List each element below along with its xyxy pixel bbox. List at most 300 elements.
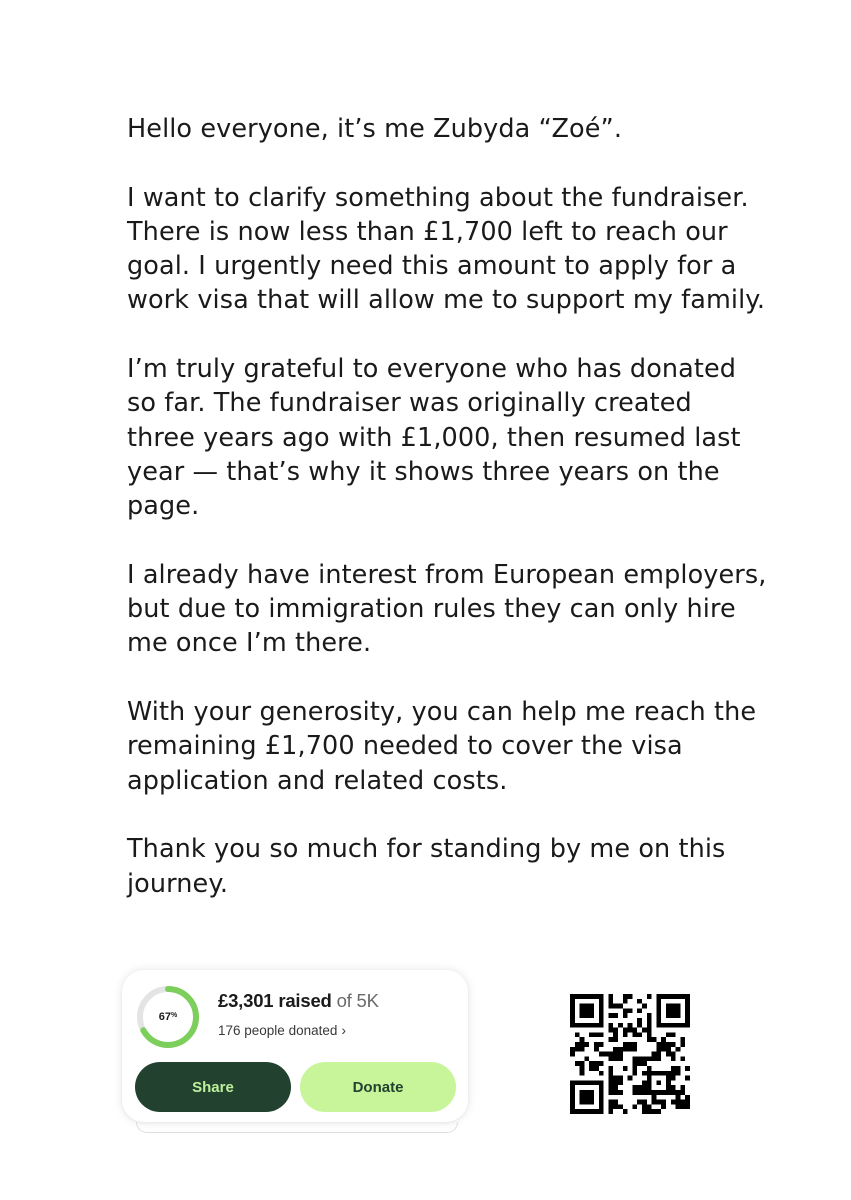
qr-module	[580, 1023, 585, 1028]
qr-module	[589, 1004, 594, 1009]
qr-module	[580, 994, 585, 999]
qr-module	[632, 1104, 637, 1109]
qr-module	[613, 1037, 618, 1042]
card-bottom-edge	[136, 1122, 458, 1133]
qr-module	[580, 1109, 585, 1114]
qr-module	[580, 1095, 585, 1100]
qr-module	[656, 1008, 661, 1013]
qr-module	[604, 1052, 609, 1057]
qr-module	[575, 1061, 580, 1066]
qr-module	[647, 1056, 652, 1061]
qr-module	[599, 1042, 604, 1047]
qr-module	[685, 1095, 690, 1100]
qr-module	[618, 1056, 623, 1061]
qr-module	[671, 1052, 676, 1057]
qr-module	[666, 1090, 671, 1095]
qr-module	[613, 1056, 618, 1061]
qr-module	[637, 1061, 642, 1066]
greeting-paragraph: Hello everyone, it’s me Zubyda “Zoé”.	[127, 114, 623, 144]
qr-module	[666, 1042, 671, 1047]
qr-module	[647, 1023, 652, 1028]
qr-module	[599, 1004, 604, 1009]
progress-percent	[135, 984, 201, 1050]
qr-module	[608, 1071, 613, 1076]
qr-module	[661, 1042, 666, 1047]
qr-module	[623, 1042, 628, 1047]
qr-module	[589, 994, 594, 999]
qr-module	[608, 1028, 613, 1033]
qr-module	[637, 1032, 642, 1037]
qr-module	[628, 1028, 633, 1033]
qr-module	[647, 1071, 652, 1076]
qr-module	[594, 994, 599, 999]
qr-module	[594, 1080, 599, 1085]
qr-module	[608, 999, 613, 1004]
progress-percent-sign: %	[171, 1011, 178, 1019]
qr-module	[652, 1100, 657, 1105]
qr-module	[599, 999, 604, 1004]
qr-module	[584, 1090, 589, 1095]
qr-module	[647, 1090, 652, 1095]
qr-module	[628, 994, 633, 999]
qr-module	[628, 1076, 633, 1081]
qr-module	[685, 994, 690, 999]
qr-module	[623, 1066, 628, 1071]
qr-module	[623, 1028, 628, 1033]
qr-module	[599, 1090, 604, 1095]
qr-module	[666, 1076, 671, 1081]
qr-module	[608, 1109, 613, 1114]
qr-module	[637, 999, 642, 1004]
qr-module	[632, 1066, 637, 1071]
qr-module	[580, 1061, 585, 1066]
qr-module	[656, 1013, 661, 1018]
qr-module	[623, 1008, 628, 1013]
qr-module	[671, 1090, 676, 1095]
qr-module	[599, 1061, 604, 1066]
qr-module	[676, 1004, 681, 1009]
qr-module	[594, 1109, 599, 1114]
qr-module	[647, 1028, 652, 1033]
qr-module	[642, 1056, 647, 1061]
qr-module	[599, 1052, 604, 1057]
qr-module	[671, 1023, 676, 1028]
qr-module	[652, 1056, 657, 1061]
qr-module	[637, 1056, 642, 1061]
chevron-right-icon: ›	[341, 1022, 347, 1038]
qr-module	[666, 994, 671, 999]
qr-module	[589, 1100, 594, 1105]
qr-module	[656, 1109, 661, 1114]
qr-module	[580, 1047, 585, 1052]
qr-module	[589, 1023, 594, 1028]
qr-module	[637, 1085, 642, 1090]
qr-module	[608, 1104, 613, 1109]
qr-module	[594, 1047, 599, 1052]
qr-module	[570, 1018, 575, 1023]
qr-module	[685, 1066, 690, 1071]
qr-module	[671, 1085, 676, 1090]
qr-module	[580, 1071, 585, 1076]
qr-module	[661, 1037, 666, 1042]
qr-module	[618, 1023, 623, 1028]
qr-module	[652, 1071, 657, 1076]
qr-module	[623, 1013, 628, 1018]
qr-module	[628, 1008, 633, 1013]
qr-module	[632, 1056, 637, 1061]
qr-module	[589, 1080, 594, 1085]
qr-module	[613, 1013, 618, 1018]
qr-module	[580, 1004, 585, 1009]
qr-module	[580, 1037, 585, 1042]
qr-module	[656, 999, 661, 1004]
qr-module	[618, 1004, 623, 1009]
qr-module	[608, 1052, 613, 1057]
qr-module	[580, 1042, 585, 1047]
qr-module	[676, 1104, 681, 1109]
qr-module	[599, 1104, 604, 1109]
qr-module	[676, 1090, 681, 1095]
qr-module	[671, 994, 676, 999]
qr-module	[613, 1080, 618, 1085]
qr-module	[580, 1080, 585, 1085]
qr-module	[584, 1008, 589, 1013]
qr-module	[594, 1061, 599, 1066]
qr-module	[671, 1071, 676, 1076]
qr-module	[580, 1013, 585, 1018]
qr-module	[589, 1090, 594, 1095]
qr-module	[594, 1023, 599, 1028]
qr-module	[613, 1104, 618, 1109]
qr-module	[580, 1066, 585, 1071]
qr-module	[666, 1080, 671, 1085]
share-button[interactable]: Share	[135, 1062, 291, 1112]
qr-module	[680, 1037, 685, 1042]
qr-module	[608, 1090, 613, 1095]
qr-module	[599, 1100, 604, 1105]
qr-module	[589, 1032, 594, 1037]
qr-module	[584, 1095, 589, 1100]
qr-module	[589, 1013, 594, 1018]
qr-module	[676, 994, 681, 999]
qr-module	[584, 1056, 589, 1061]
qr-module	[599, 1032, 604, 1037]
qr-module	[623, 1047, 628, 1052]
qr-module	[599, 994, 604, 999]
qr-module	[680, 1056, 685, 1061]
qr-module	[652, 1090, 657, 1095]
qr-module	[661, 1104, 666, 1109]
qr-module	[599, 1023, 604, 1028]
qr-module	[656, 1052, 661, 1057]
qr-module	[608, 1004, 613, 1009]
qr-module	[656, 994, 661, 999]
qr-module	[608, 1100, 613, 1105]
qr-module	[584, 1080, 589, 1085]
qr-module	[570, 1085, 575, 1090]
qr-module	[575, 1047, 580, 1052]
qr-module	[685, 1004, 690, 1009]
letter-body	[127, 112, 767, 901]
qr-module	[671, 1076, 676, 1081]
qr-module	[575, 994, 580, 999]
qr-module	[642, 1090, 647, 1095]
qr-module	[680, 1023, 685, 1028]
qr-module	[570, 1090, 575, 1095]
qr-module	[671, 1100, 676, 1105]
qr-module	[671, 1066, 676, 1071]
qr-module	[676, 1100, 681, 1105]
qr-module	[589, 1109, 594, 1114]
qr-module	[570, 1023, 575, 1028]
qr-module	[589, 1061, 594, 1066]
qr-module	[685, 1104, 690, 1109]
qr-module	[570, 1013, 575, 1018]
qr-module	[647, 1037, 652, 1042]
qr-module	[680, 1042, 685, 1047]
qr-module	[666, 1008, 671, 1013]
qr-module	[570, 1008, 575, 1013]
qr-module	[685, 1076, 690, 1081]
qr-module	[671, 1056, 676, 1061]
qr-module	[652, 1052, 657, 1057]
qr-module	[656, 1023, 661, 1028]
qr-module	[594, 1042, 599, 1047]
qr-module	[632, 1042, 637, 1047]
qr-module	[647, 1032, 652, 1037]
qr-module	[676, 1071, 681, 1076]
qr-module	[580, 1008, 585, 1013]
qr-module	[685, 1008, 690, 1013]
qr-module	[632, 1071, 637, 1076]
qr-module	[570, 1095, 575, 1100]
qr-module	[666, 1004, 671, 1009]
qr-module	[632, 1047, 637, 1052]
qr-module	[599, 1085, 604, 1090]
qr-module	[652, 1095, 657, 1100]
qr-module	[647, 1066, 652, 1071]
qr-module	[613, 1090, 618, 1095]
qr-module	[666, 1071, 671, 1076]
raised-amount: £3,301 raised	[218, 990, 332, 1011]
qr-code-icon	[570, 994, 690, 1114]
qr-module	[685, 1100, 690, 1105]
qr-module	[599, 1095, 604, 1100]
qr-module	[608, 1013, 613, 1018]
qr-module	[628, 1047, 633, 1052]
qr-module	[570, 1104, 575, 1109]
qr-module	[608, 1023, 613, 1028]
qr-module	[613, 1047, 618, 1052]
qr-module	[656, 1100, 661, 1105]
qr-module	[685, 1013, 690, 1018]
qr-module	[584, 1100, 589, 1105]
qr-module	[594, 1066, 599, 1071]
qr-module	[599, 1013, 604, 1018]
qr-module	[618, 1104, 623, 1109]
qr-module	[613, 1004, 618, 1009]
qr-module	[584, 1013, 589, 1018]
qr-module	[584, 994, 589, 999]
qr-module	[613, 1028, 618, 1033]
qr-module	[608, 1037, 613, 1042]
qr-module	[661, 1100, 666, 1105]
qr-module	[632, 1028, 637, 1033]
qr-module	[637, 1023, 642, 1028]
qr-module	[676, 1047, 681, 1052]
qr-module	[680, 1090, 685, 1095]
qr-module	[632, 1032, 637, 1037]
qr-module	[656, 1090, 661, 1095]
qr-module	[570, 1080, 575, 1085]
qr-module	[656, 1071, 661, 1076]
qr-module	[666, 1032, 671, 1037]
qr-module	[637, 1018, 642, 1023]
qr-module	[680, 994, 685, 999]
fundraiser-card	[122, 970, 468, 1122]
qr-module	[680, 1100, 685, 1105]
qr-module	[584, 1004, 589, 1009]
qr-module	[666, 1052, 671, 1057]
qr-module	[671, 1008, 676, 1013]
qr-module	[642, 1100, 647, 1105]
qr-module	[575, 1032, 580, 1037]
qr-module	[647, 1104, 652, 1109]
qr-module	[642, 1028, 647, 1033]
thanks-paragraph: Thank you so much for standing by me on this journey.	[127, 834, 726, 899]
qr-module	[608, 1076, 613, 1081]
qr-module	[599, 1080, 604, 1085]
qr-module	[685, 999, 690, 1004]
qr-module	[642, 1085, 647, 1090]
qr-module	[676, 1066, 681, 1071]
qr-module	[575, 1023, 580, 1028]
qr-module	[580, 1090, 585, 1095]
qr-module	[570, 1109, 575, 1114]
qr-module	[599, 1071, 604, 1076]
qr-module	[613, 1032, 618, 1037]
donate-button[interactable]: Donate	[300, 1062, 456, 1112]
qr-module	[570, 1052, 575, 1057]
progress-number: 67	[158, 1011, 171, 1023]
qr-module	[623, 999, 628, 1004]
qr-module	[671, 1013, 676, 1018]
qr-module	[676, 1013, 681, 1018]
qr-module	[608, 1066, 613, 1071]
qr-module	[618, 1076, 623, 1081]
qr-module	[570, 1004, 575, 1009]
qr-module	[656, 1047, 661, 1052]
qr-module	[656, 1080, 661, 1085]
qr-module	[666, 1023, 671, 1028]
qr-module	[647, 1085, 652, 1090]
qr-module	[632, 1090, 637, 1095]
qr-module	[671, 1042, 676, 1047]
qr-module	[652, 1109, 657, 1114]
qr-module	[676, 1008, 681, 1013]
qr-module	[599, 1008, 604, 1013]
qr-module	[628, 1042, 633, 1047]
qr-module	[647, 1080, 652, 1085]
qr-module	[608, 1085, 613, 1090]
qr-module	[608, 994, 613, 999]
qr-module	[680, 1104, 685, 1109]
qr-module	[618, 1080, 623, 1085]
qr-module	[589, 1095, 594, 1100]
qr-module	[661, 1047, 666, 1052]
qr-module	[594, 1032, 599, 1037]
qr-module	[618, 1090, 623, 1095]
qr-module	[642, 1109, 647, 1114]
qr-module	[618, 1052, 623, 1057]
qr-module	[661, 1023, 666, 1028]
raised-summary	[218, 990, 379, 1012]
qr-module	[661, 1090, 666, 1095]
qr-module	[632, 1061, 637, 1066]
qr-module	[637, 1008, 642, 1013]
qr-module	[647, 1076, 652, 1081]
qr-module	[637, 1090, 642, 1095]
goal-text: of 5K	[331, 990, 379, 1011]
qr-module	[656, 1004, 661, 1009]
qr-module	[580, 1100, 585, 1105]
qr-module	[608, 1080, 613, 1085]
qr-module	[584, 1109, 589, 1114]
qr-module	[599, 1109, 604, 1114]
qr-module	[575, 1109, 580, 1114]
qr-module	[666, 1085, 671, 1090]
qr-module	[642, 1061, 647, 1066]
qr-module	[599, 1018, 604, 1023]
qr-module	[642, 1004, 647, 1009]
qr-module	[661, 994, 666, 999]
qr-module	[647, 1109, 652, 1114]
qr-module	[589, 1066, 594, 1071]
qr-module	[584, 1042, 589, 1047]
qr-module	[570, 1100, 575, 1105]
qr-module	[676, 1023, 681, 1028]
qr-module	[666, 1047, 671, 1052]
qr-module	[623, 1032, 628, 1037]
qr-module	[642, 1104, 647, 1109]
qr-module	[685, 1018, 690, 1023]
qr-module	[656, 1056, 661, 1061]
qr-module	[685, 1023, 690, 1028]
qr-module	[647, 994, 652, 999]
qr-module	[613, 1100, 618, 1105]
qr-module	[575, 1080, 580, 1085]
appeal-paragraph: With your generosity, you can help me reach the remaining £1,700 needed to cover the visa application and related costs.	[127, 697, 757, 796]
qr-module	[628, 1023, 633, 1028]
qr-module	[623, 1109, 628, 1114]
qr-module	[570, 999, 575, 1004]
clarification-paragraph: I want to clarify something about the fundraiser. There is now less than £1,700 left to reach our goal. I urgently need this amount to apply for a work visa that will allow me to support my family.	[127, 182, 766, 316]
qr-module	[613, 1052, 618, 1057]
gratitude-paragraph: I’m truly grateful to everyone who has donated so far. The fundraiser was originally created three years ago with £1,000, then resumed last year — that’s why it shows three years on the page.	[127, 354, 741, 522]
qr-module	[656, 1042, 661, 1047]
qr-module	[671, 1004, 676, 1009]
qr-module	[642, 1080, 647, 1085]
qr-module	[570, 1047, 575, 1052]
qr-module	[680, 1085, 685, 1090]
qr-module	[575, 1042, 580, 1047]
qr-module	[584, 1023, 589, 1028]
qr-module	[570, 994, 575, 999]
donors-link[interactable]	[218, 1022, 346, 1038]
employers-paragraph: I already have interest from European employers, but due to immigration rules they can only hire me once I’m there.	[127, 559, 767, 659]
qr-module	[618, 1047, 623, 1052]
qr-module	[652, 1037, 657, 1042]
